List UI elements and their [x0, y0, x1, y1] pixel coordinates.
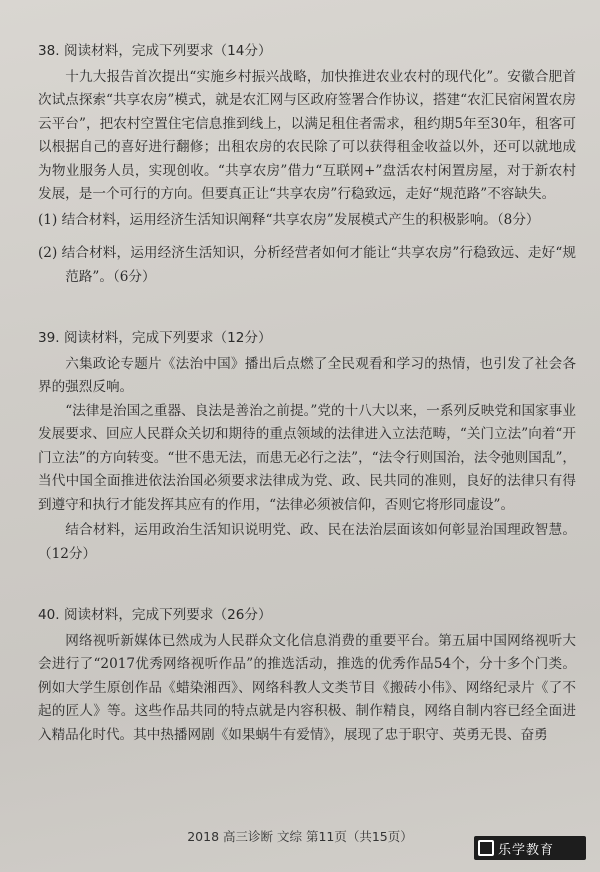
question-39-heading: 39. 阅读材料，完成下列要求（12分） [38, 330, 272, 346]
question-39-task: 结合材料，运用政治生活知识说明党、政、民在法治层面该如何彰显治国理政智慧。（12分） [38, 522, 576, 562]
question-38-material: 十九大报告首次提出“实施乡村振兴战略，加快推进农业农村的现代化”。安徽合肥首次试点探索“共享农房”模式，就是农汇网与区政府签署合作协议，搭建“农汇民宿闲置农房云平台”，把农村空置住宅信息推到线上，以满足租住者需求，租约期5年至30年，租客可以根据自己的喜好进行翻修；出租农房的农民除了可以获得租金收益以外，还可以就地成为物业服务人员，实现创收。“共享农房”借力“互联网+”盘活农村闲置房屋，对于新农村发展，是一个可行的方向。但要真正让“共享农房”行稳致远，走好“规范路”不容缺失。 [38, 68, 576, 202]
question-39-material-2: “法律是治国之重器、良法是善治之前提。”党的十八大以来，一系列反映党和国家事业发展要求、回应人民群众关切和期待的重点领域的法律进入立法范畴，“关门立法”向着“开门立法”的方向转变。“世不患无法，而患无必行之法”，“法令行则国治，法令弛则国乱”，当代中国全面推进依法治国必须要求法律成为党、政、民共同的准则，良好的法律只有得到遵守和执行才能发挥其应有的作用，“法律必须被信仰，否则它将形同虚设”。 [38, 402, 576, 513]
square-logo-icon [478, 840, 494, 856]
logo-text: 乐学教育 [498, 842, 555, 858]
watermark-logo [474, 836, 586, 860]
question-40-heading: 40. 阅读材料，完成下列要求（26分） [38, 607, 272, 623]
question-40-material: 网络视听新媒体已然成为人民群众文化信息消费的重要平台。第五届中国网络视听大会进行了“2017优秀网络视听作品”的推选活动，推选的优秀作品54个，分十多个门类。例如大学生原创作品《蜡染湘西》、网络科教人文类节目《搬砖小伟》、网络纪录片《了不起的匠人》等。这些作品共同的特点就是内容积极、制作精良，网络自制内容已经全面进入精品化时代。其中热播网剧《如果蜗牛有爱情》，展现了忠于职守、英勇无畏、奋勇 [38, 632, 576, 743]
question-39-material-1: 六集政论专题片《法治中国》播出后点燃了全民观看和学习的热情，也引发了社会各界的强烈反响。 [38, 355, 576, 395]
page-footer: 2018 高三诊断 文综 第11页（共15页） [187, 829, 413, 844]
exam-page [38, 40, 576, 747]
question-38-sub-2: (2) 结合材料，运用经济生活知识，分析经营者如何才能让“共享农房”行稳致远、走好“规范路”。（6分） [38, 245, 576, 285]
question-38-heading: 38. 阅读材料，完成下列要求（14分） [38, 43, 272, 59]
question-38-sub-1: (1) 结合材料，运用经济生活知识阐释“共享农房”发展模式产生的积极影响。（8分） [38, 211, 540, 228]
